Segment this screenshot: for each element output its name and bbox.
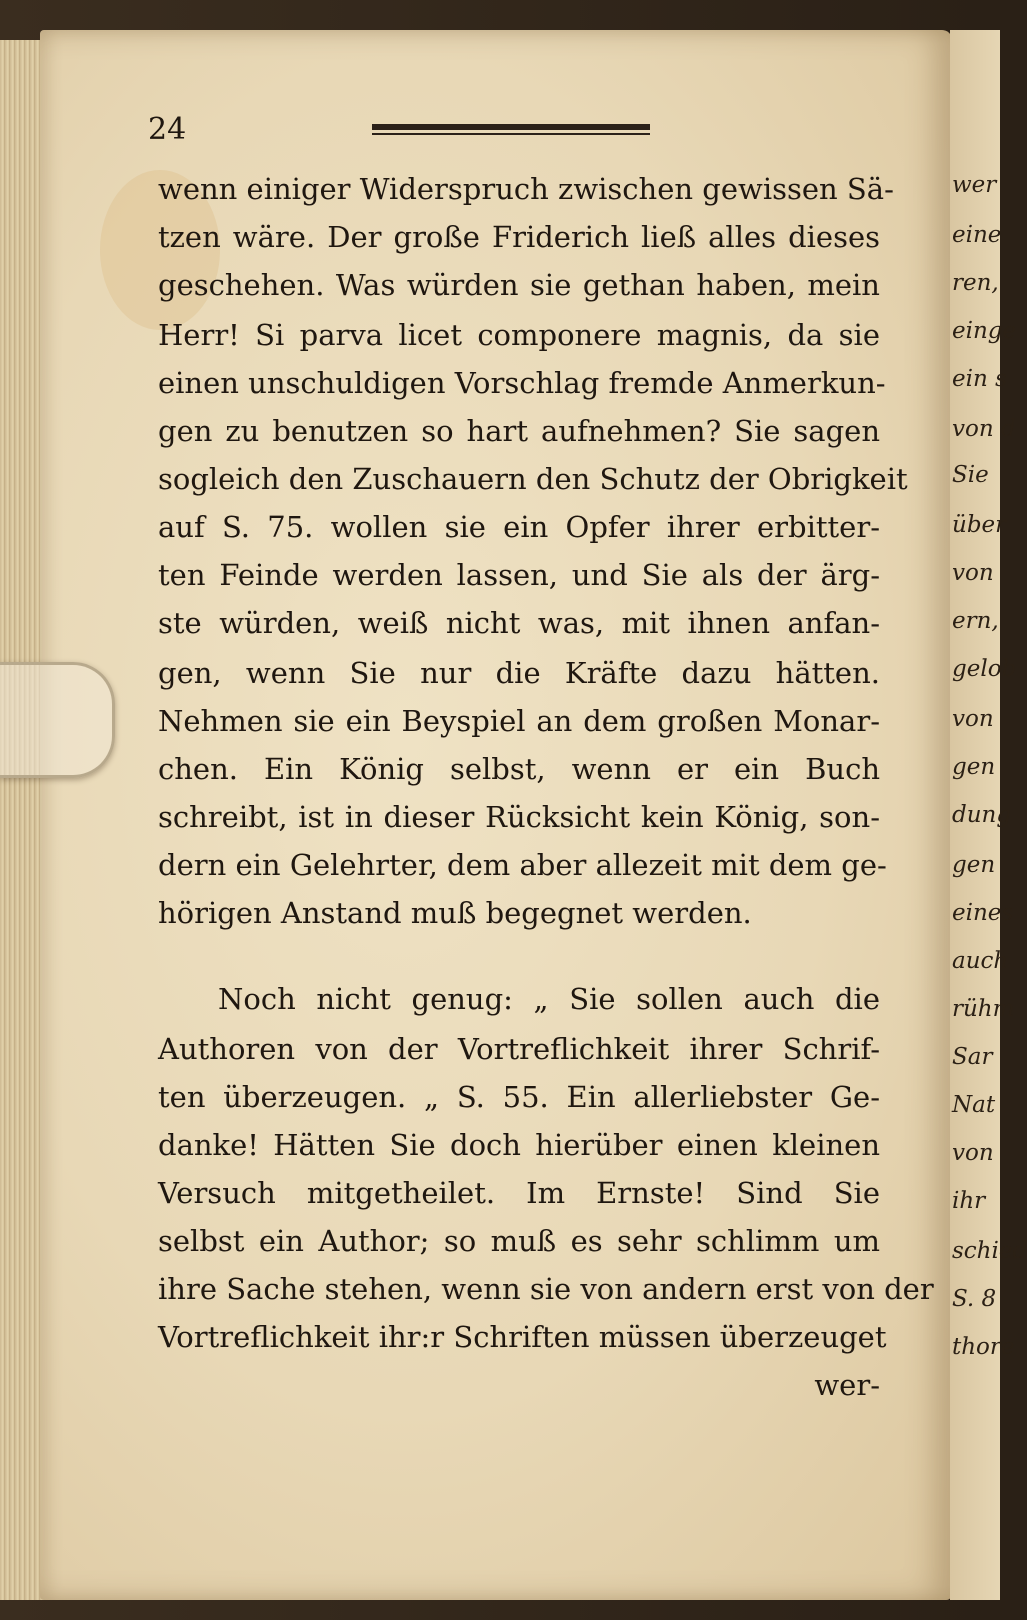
book-clip xyxy=(0,662,115,778)
page-number: 24 xyxy=(148,112,187,147)
facing-page-fragment: von xyxy=(952,560,994,586)
facing-page-fragment: von d xyxy=(952,416,1016,442)
text-line: sogleich den Zuschauern den Schutz der Obrigkeit xyxy=(158,462,908,496)
text-line: Authoren von der Vortreflichkeit ihrer Schrif- xyxy=(158,1032,880,1066)
text-line: ihre Sache stehen, wenn sie von andern erst von der xyxy=(158,1272,934,1306)
text-line: chen. Ein König selbst, wenn er ein Buch xyxy=(158,752,880,786)
facing-page-fragment: über xyxy=(952,512,1007,538)
text-line: danke! Hätten Sie doch hierüber einen kleinen xyxy=(158,1128,880,1162)
text-line: selbst ein Author; so muß es sehr schlimm um xyxy=(158,1224,880,1258)
facing-page-fragment: Nat xyxy=(952,1092,996,1118)
text-line: ten überzeugen. „ S. 55. Ein allerliebster Ge- xyxy=(158,1080,880,1114)
text-line: gen zu benutzen so hart aufnehmen? Sie sagen xyxy=(158,414,880,448)
facing-page-fragment: schied xyxy=(952,1238,1027,1264)
text-line: Versuch mitgetheilet. Im Ernste! Sind Sie xyxy=(158,1176,880,1210)
catchword: wer- xyxy=(814,1368,880,1402)
text-line: schreibt, ist in dieser Rücksicht kein König, son- xyxy=(158,800,880,834)
facing-page-fragment: gen xyxy=(952,852,996,878)
facing-page-fragment: dung xyxy=(952,802,1012,828)
facing-page-fragment: Sie xyxy=(952,462,989,488)
text-line: Vortreflichkeit ihr:r Schriften müssen überzeuget xyxy=(158,1320,887,1354)
text-line: gen, wenn Sie nur die Kräfte dazu hätten. xyxy=(158,656,880,690)
facing-page-fragment: ren, xyxy=(952,270,999,296)
facing-page-fragment: Sar xyxy=(952,1044,993,1070)
facing-page-fragment: ern, xyxy=(952,608,999,634)
text-line: einen unschuldigen Vorschlag fremde Anmerkun- xyxy=(158,366,886,400)
facing-page-fragment: rühm xyxy=(952,996,1015,1022)
text-line: ten Feinde werden lassen, und Sie als der ärg- xyxy=(158,558,880,592)
text-line: geschehen. Was würden sie gethan haben, mein xyxy=(158,268,880,302)
facing-page-fragment: auch xyxy=(952,948,1009,974)
text-line: Herr! Si parva licet componere magnis, da sie xyxy=(158,318,880,352)
facing-page-fragment: gelob xyxy=(952,656,1017,682)
facing-page-fragment: S. 8 xyxy=(952,1286,997,1312)
facing-page-fragment: thore xyxy=(952,1334,1015,1360)
text-line: tzen wäre. Der große Friderich ließ alles dieses xyxy=(158,220,880,254)
text-line: auf S. 75. wollen sie ein Opfer ihrer erbitter- xyxy=(158,510,880,544)
text-line: Noch nicht genug: „ Sie sollen auch die xyxy=(218,982,880,1016)
facing-page-fragment: einge xyxy=(952,318,1017,344)
facing-page xyxy=(950,30,1027,1600)
text-line: Nehmen sie ein Beyspiel an dem großen Monar- xyxy=(158,704,880,738)
facing-page-fragment: gen xyxy=(952,754,996,780)
facing-page-fragment: von xyxy=(952,1140,994,1166)
facing-page-fragment: wer xyxy=(952,172,997,198)
facing-page-fragment: ein s xyxy=(952,366,1007,392)
text-line: dern ein Gelehrter, dem aber allezeit mit dem ge- xyxy=(158,848,887,882)
facing-page-fragment: eines xyxy=(952,900,1014,926)
facing-page-fragment: von xyxy=(952,706,994,732)
text-line: ste würden, weiß nicht was, mit ihnen anfan- xyxy=(158,606,880,640)
header-rule xyxy=(372,124,650,138)
facing-page-fragment: eine xyxy=(952,222,1002,248)
text-line: wenn einiger Widerspruch zwischen gewissen Sä- xyxy=(158,172,894,206)
facing-page-fragment: ihr xyxy=(952,1188,986,1214)
text-line: hörigen Anstand muß begegnet werden. xyxy=(158,896,752,930)
